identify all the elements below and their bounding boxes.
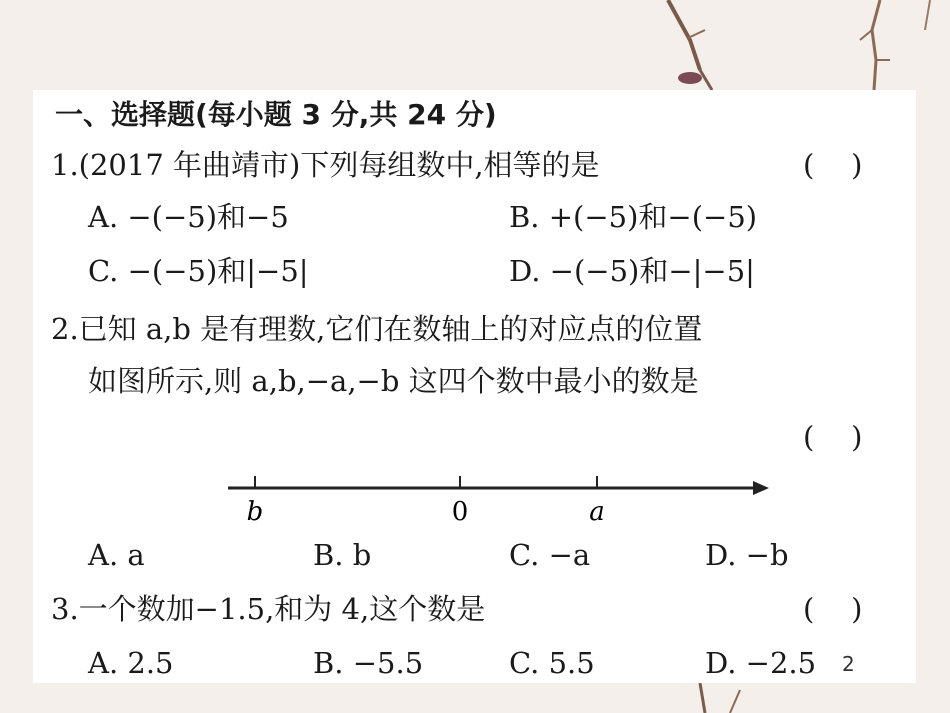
q3-stem: 3.一个数加−1.5,和为 4,这个数是	[51, 592, 486, 626]
q2-option-b: B. b	[313, 538, 372, 572]
q3-option-c: C. 5.5	[509, 646, 595, 680]
worksheet-card	[33, 90, 916, 683]
q2-option-c: C. −a	[509, 538, 591, 572]
number-line	[213, 460, 773, 530]
q1-option-d: D. −(−5)和−|−5|	[509, 254, 755, 288]
q2-option-d: D. −b	[705, 538, 789, 572]
number-line-arrow	[753, 481, 769, 495]
q2-option-a: A. a	[88, 538, 145, 572]
page-number: 2	[842, 652, 855, 676]
q3-answer-paren: ( )	[803, 592, 863, 626]
q2-stem-line1: 2.已知 a,b 是有理数,它们在数轴上的对应点的位置	[51, 312, 703, 346]
q3-option-b: B. −5.5	[313, 646, 424, 680]
q2-stem-line2: 如图所示,则 a,b,−a,−b 这四个数中最小的数是	[88, 364, 699, 398]
label-zero: 0	[451, 497, 469, 527]
q1-option-b: B. +(−5)和−(−5)	[509, 200, 758, 234]
q1-option-c: C. −(−5)和|−5|	[88, 254, 309, 288]
section-title: 一、选择题(每小题 3 分,共 24 分)	[55, 98, 497, 131]
q3-option-d: D. −2.5	[705, 646, 817, 680]
q1-option-a: A. −(−5)和−5	[88, 200, 289, 234]
label-a: a	[589, 497, 605, 527]
q1-answer-paren: ( )	[803, 148, 863, 182]
q3-option-a: A. 2.5	[88, 646, 174, 680]
label-b: b	[246, 497, 264, 527]
q1-stem: 1.(2017 年曲靖市)下列每组数中,相等的是	[51, 148, 600, 182]
q2-answer-paren: ( )	[803, 420, 863, 454]
